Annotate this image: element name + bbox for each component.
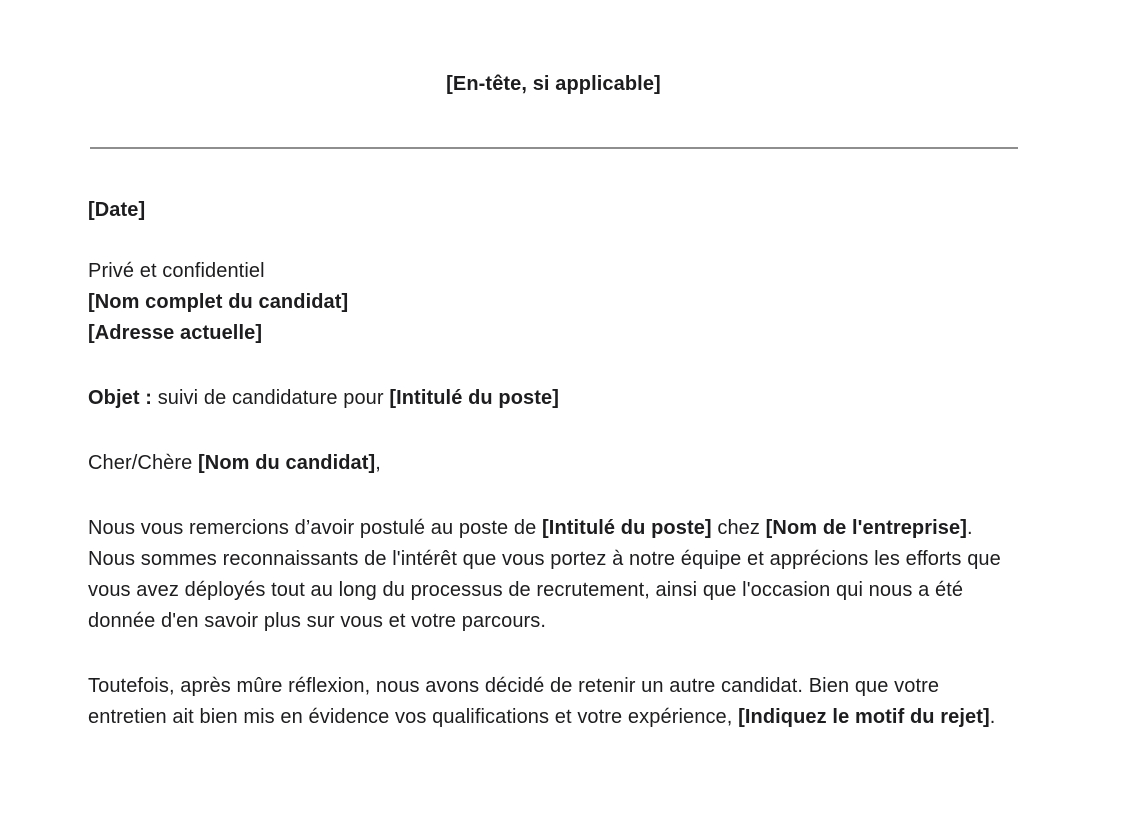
letter-body: [88, 513, 1019, 733]
body-text: Nous vous remercions d’avoir postulé au poste de: [88, 517, 543, 539]
body-text: . Nous sommes reconnaissants de l'intérêt que vous portez à notre équipe et apprécions les efforts que vous avez déployés tout au long du processus de recrutement, ainsi que l'occasion qui nous a été donnée d'en savoir plus sur vous et votre parcours.: [88, 517, 1001, 632]
placeholder-bold-text: [Nom de l'entreprise]: [765, 517, 967, 539]
placeholder-bold-text: Objet :: [88, 387, 153, 409]
body-text: Toutefois, après mûre réflexion, nous avons décidé de retenir un autre candidat. Bien que votre entretien ait bien mis en évidence vos qualifications et votre expérience,: [88, 675, 940, 728]
address-placeholder: [Adresse actuelle]: [88, 322, 263, 344]
letterhead-placeholder: [En-tête, si applicable]: [446, 73, 661, 95]
letterhead-divider: [90, 147, 1018, 149]
body-text: .: [989, 706, 996, 728]
recipient-block: [88, 256, 1019, 349]
body-text: suivi de candidature pour: [152, 387, 390, 409]
date-placeholder: [Date]: [88, 199, 146, 221]
body-text: ,: [375, 452, 381, 474]
placeholder-bold-text: [Nom du candidat]: [198, 452, 376, 474]
candidate-name-placeholder: [Nom complet du candidat]: [88, 291, 349, 313]
body-paragraph: [88, 513, 1019, 637]
body-text: Cher/Chère: [88, 452, 199, 474]
body-text: chez: [711, 517, 766, 539]
salutation-line: [88, 448, 1019, 479]
subject-line: [88, 383, 1019, 414]
placeholder-bold-text: [Intitulé du poste]: [389, 387, 559, 409]
confidential-label: Privé et confidentiel: [88, 260, 265, 282]
letter-content: [88, 0, 1019, 733]
placeholder-bold-text: [Indiquez le motif du rejet]: [738, 706, 990, 728]
body-paragraph: [88, 671, 1019, 733]
placeholder-bold-text: [Intitulé du poste]: [542, 517, 712, 539]
